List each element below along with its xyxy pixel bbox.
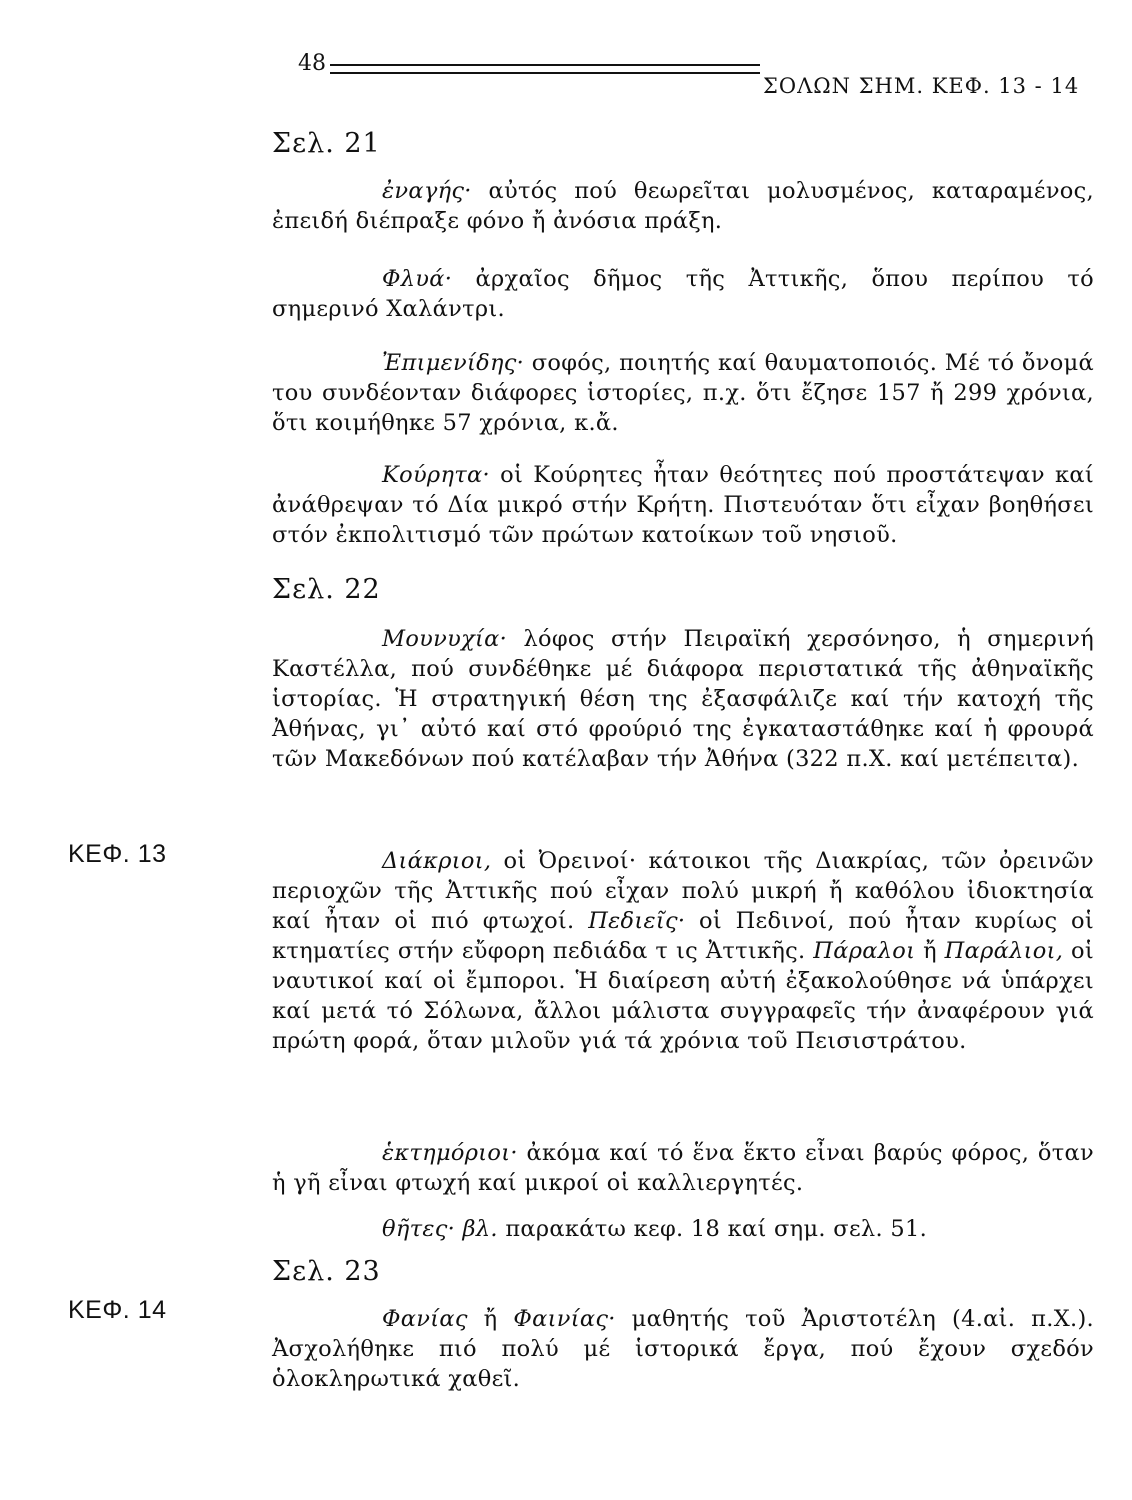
note-text: ἤ [467, 1306, 514, 1332]
header-double-rule [330, 64, 760, 74]
running-head: ΣΟΛΩΝ ΣΗΜ. ΚΕΦ. 13 - 14 [763, 74, 1080, 98]
note-term: Φαινίας· [513, 1306, 616, 1332]
page-header [298, 51, 1098, 98]
note-text: σοφός, ποιητής καί θαυματοποιός. Μέ τό ὄνομά του συνδέονταν διάφορες ἱστορίες, π.χ. ὅτι ἔζησε 157 ἤ 299 χρόνια, ὅτι κοιμήθηκε 57 χρόνια, κ.ἄ. [272, 350, 1094, 436]
note-term: Μουνυχία· [382, 626, 508, 652]
note-ektimorioi [272, 1138, 1094, 1198]
note-text: παρακάτω κεφ. 18 καί σημ. σελ. 51. [497, 1216, 928, 1242]
margin-label-kef-13: ΚΕΦ. 13 [68, 840, 167, 868]
note-text: οἱ Πεδινοί, πού ἦταν κυρίως οἱ κτηματίες στήν εὔφορη πεδιάδα τ ις Ἀττικῆς. [272, 908, 1094, 964]
note-mounychia [272, 624, 1094, 774]
note-diakrioi [272, 846, 1094, 1056]
section-heading-sel-22: Σελ. 22 [272, 574, 381, 605]
note-text: οἱ Κούρητες ἦταν θεότητες πού προστάτεψαν καί ἀνάθρεψαν τό Δία μικρό στήν Κρήτη. Πιστευόταν ὅτι εἶχαν βοηθήσει στόν ἐκπολιτισμό τῶν πρώτων κατοίκων τοῦ νησιοῦ. [272, 462, 1094, 548]
note-epimenidis [272, 348, 1094, 438]
note-term: Παράλιοι, [944, 938, 1064, 964]
note-fanias [272, 1304, 1094, 1394]
section-heading-sel-23: Σελ. 23 [272, 1256, 381, 1287]
note-thites [272, 1214, 1094, 1244]
note-term: Πεδιεῖς· [588, 908, 686, 934]
margin-label-kef-14: ΚΕΦ. 14 [68, 1296, 167, 1324]
note-text: οἱ Ὀρεινοί· κάτοικοι τῆς Διακρίας, τῶν ὀρεινῶν περιοχῶν τῆς Ἀττικῆς πού εἶχαν πολύ μικρή ἤ καθόλου ἰδιοκτησία καί ἦταν οἱ πιό φτωχοί. [272, 848, 1094, 934]
section-heading-sel-21: Σελ. 21 [272, 128, 381, 159]
note-term: Διάκριοι, [382, 848, 492, 874]
note-term: Κούρητα· [382, 462, 490, 488]
note-text: ἤ [915, 938, 945, 964]
note-term: ἑκτημόριοι· [382, 1140, 518, 1166]
note-term: θῆτες· βλ. [382, 1216, 498, 1242]
note-text: ἀρχαῖος δῆμος τῆς Ἀττικῆς, ὅπου περίπου τό σημερινό Χαλάντρι. [272, 266, 1094, 322]
page-number: 48 [298, 51, 326, 76]
note-enagis [272, 176, 1094, 236]
note-text: μαθητής τοῦ Ἀριστοτέλη (4.αἰ. π.Χ.). Ἀσχολήθηκε πιό πολύ μέ ἱστορικά ἔργα, πού ἔχουν σχεδόν ὁλοκληρωτικά χαθεῖ. [272, 1306, 1094, 1392]
note-flya [272, 264, 1094, 324]
note-text: ἀκόμα καί τό ἕνα ἕκτο εἶναι βαρύς φόρος, ὅταν ἡ γῆ εἶναι φτωχή καί μικροί οἱ καλλιεργητές. [272, 1140, 1094, 1196]
note-term: Πάραλοι [813, 938, 916, 964]
note-term: Φλυά· [382, 266, 453, 292]
note-text: οἱ ναυτικοί καί οἱ ἔμποροι. Ἡ διαίρεση αὐτή ἐξακολούθησε νά ὑπάρχει καί μετά τό Σόλωνα, ἄλλοι μάλιστα συγγραφεῖς τήν ἀναφέρουν γιά πρώτη φορά, ὅταν μιλοῦν γιά τά χρόνια τοῦ Πεισιστράτου. [272, 938, 1094, 1054]
note-term: ἐναγής· [382, 178, 472, 204]
note-term: Φανίας [382, 1306, 468, 1332]
note-kourita [272, 460, 1094, 550]
note-term: Ἐπιμενίδης· [382, 350, 525, 376]
note-text: αὐτός πού θεωρεῖται μολυσμένος, καταραμένος, ἐπειδή διέπραξε φόνο ἤ ἀνόσια πράξη. [272, 178, 1094, 234]
note-text: λόφος στήν Πειραϊκή χερσόνησο, ἡ σημερινή Καστέλλα, πού συνδέθηκε μέ διάφορα περιστατικά τῆς ἀθηναϊκῆς ἱστορίας. Ἡ στρατηγική θέση της ἐξασφάλιζε καί τήν κατοχή τῆς Ἀθήνας, γι᾽ αὐτό καί στό φρούριό της ἐγκαταστάθηκε καί ἡ φρουρά τῶν Μακεδόνων πού κατέλαβαν τήν Ἀθήνα (322 π.Χ. καί μετέπειτα). [272, 626, 1094, 772]
